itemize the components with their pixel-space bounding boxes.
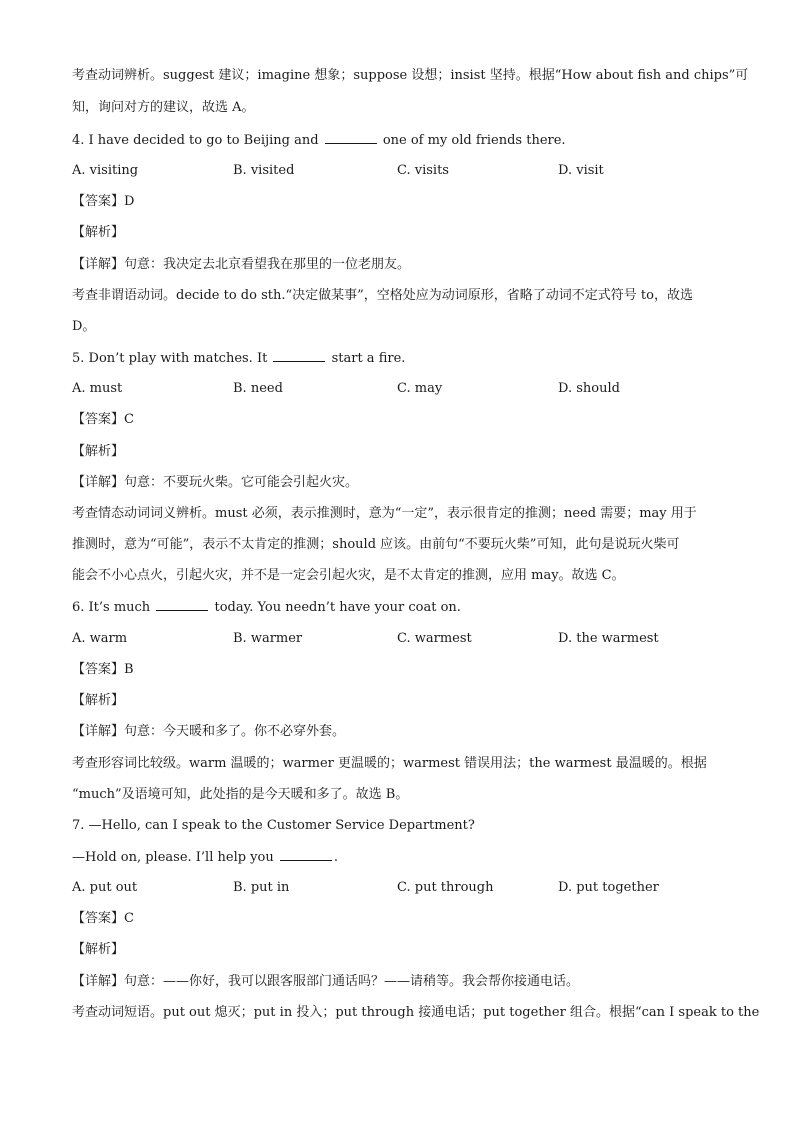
q4-explanation-line1: 考查非谓语动词。decide to do sth.“决定做某事”，空格处应为动词原形，省略了动词不定式符号 to，故选 bbox=[72, 288, 693, 303]
q5-stem-start: 5. Don’t play with matches. It bbox=[72, 351, 268, 366]
q4-blank bbox=[325, 131, 377, 144]
q6-detail: 【详解】句意：今天暖和多了。你不必穿外套。 bbox=[72, 724, 346, 739]
q6-stem-start: 6. It’s much bbox=[72, 600, 151, 615]
q5-stem-end: start a fire. bbox=[331, 351, 406, 366]
q7-option-b: B. put in bbox=[233, 880, 290, 895]
q6-explanation-line2: “much”及语境可知，此处指的是今天暖和多了。故选 B。 bbox=[72, 787, 409, 802]
q7-blank bbox=[280, 848, 332, 861]
q6-analysis-heading: 【解析】 bbox=[72, 693, 125, 708]
q7-detail: 【详解】句意：——你好，我可以跟客服部门通话吗？——请稍等。我会帮你接通电话。 bbox=[72, 974, 580, 989]
q7-stem-line1: 7. —Hello, can I speak to the Customer Service Department? bbox=[72, 818, 475, 833]
q6-stem-end: today. You needn’t have your coat on. bbox=[214, 600, 461, 615]
q4-explanation-line2: D。 bbox=[72, 319, 96, 334]
q6-answer: 【答案】B bbox=[72, 662, 134, 677]
q5-explanation-line2: 推测时，意为“可能”，表示不太肯定的推测；should 应该。由前句“不要玩火柴”可知，此句是说玩火柴可 bbox=[72, 537, 680, 552]
q6-option-b: B. warmer bbox=[233, 631, 303, 646]
q6-stem bbox=[72, 598, 722, 617]
q4-stem-end: one of my old friends there. bbox=[382, 133, 566, 148]
q6-option-a: A. warm bbox=[72, 631, 128, 646]
q4-option-b: B. visited bbox=[233, 163, 295, 178]
q5-option-a: A. must bbox=[72, 381, 123, 396]
q7-stem-end: . bbox=[333, 850, 339, 865]
q4-answer: 【答案】D bbox=[72, 194, 135, 209]
q7-stem-start: —Hold on, please. I’ll help you bbox=[72, 850, 274, 865]
q5-answer: 【答案】C bbox=[72, 412, 134, 427]
q7-analysis-heading: 【解析】 bbox=[72, 942, 125, 957]
q7-stem-line2 bbox=[72, 848, 722, 867]
q6-option-d: D. the warmest bbox=[558, 631, 659, 646]
q4-stem bbox=[72, 131, 722, 150]
q3-explanation-line1: 考查动词辨析。suggest 建议；imagine 想象；suppose 设想；insist 坚持。根据“How about fish and chips”可 bbox=[72, 68, 749, 83]
q6-explanation-line1: 考查形容词比较级。warm 温暖的；warmer 更温暖的；warmest 错误用法；the warmest 最温暖的。根据 bbox=[72, 756, 707, 771]
q4-option-d: D. visit bbox=[558, 163, 604, 178]
q5-option-b: B. need bbox=[233, 381, 283, 396]
q5-option-c: C. may bbox=[397, 381, 443, 396]
q4-analysis-heading: 【解析】 bbox=[72, 225, 125, 240]
q5-option-d: D. should bbox=[558, 381, 620, 396]
q5-explanation-line3: 能会不小心点火，引起火灾，并不是一定会引起火灾，是不太肯定的推测，应用 may。故选 C。 bbox=[72, 568, 625, 583]
q7-answer: 【答案】C bbox=[72, 911, 134, 926]
q7-option-a: A. put out bbox=[72, 880, 138, 895]
q5-explanation-line1: 考查情态动词词义辨析。must 必须，表示推测时，意为“一定”，表示很肯定的推测；need 需要；may 用于 bbox=[72, 506, 697, 521]
q3-explanation-line2: 知，询问对方的建议，故选 A。 bbox=[72, 100, 255, 115]
q4-option-a: A. visiting bbox=[72, 163, 139, 178]
q4-detail: 【详解】句意：我决定去北京看望我在那里的一位老朋友。 bbox=[72, 257, 411, 272]
q5-blank bbox=[273, 349, 325, 362]
q6-option-c: C. warmest bbox=[397, 631, 472, 646]
q5-detail: 【详解】句意：不要玩火柴。它可能会引起火灾。 bbox=[72, 475, 359, 490]
q5-analysis-heading: 【解析】 bbox=[72, 444, 125, 459]
q6-blank bbox=[156, 598, 208, 611]
q7-option-d: D. put together bbox=[558, 880, 659, 895]
q4-stem-start: 4. I have decided to go to Beijing and bbox=[72, 133, 319, 148]
q7-option-c: C. put through bbox=[397, 880, 494, 895]
q5-stem bbox=[72, 349, 722, 368]
q7-explanation-line1: 考查动词短语。put out 熄灭；put in 投入；put through 接通电话；put together 组合。根据“can I speak to the bbox=[72, 1005, 760, 1020]
q4-option-c: C. visits bbox=[397, 163, 449, 178]
